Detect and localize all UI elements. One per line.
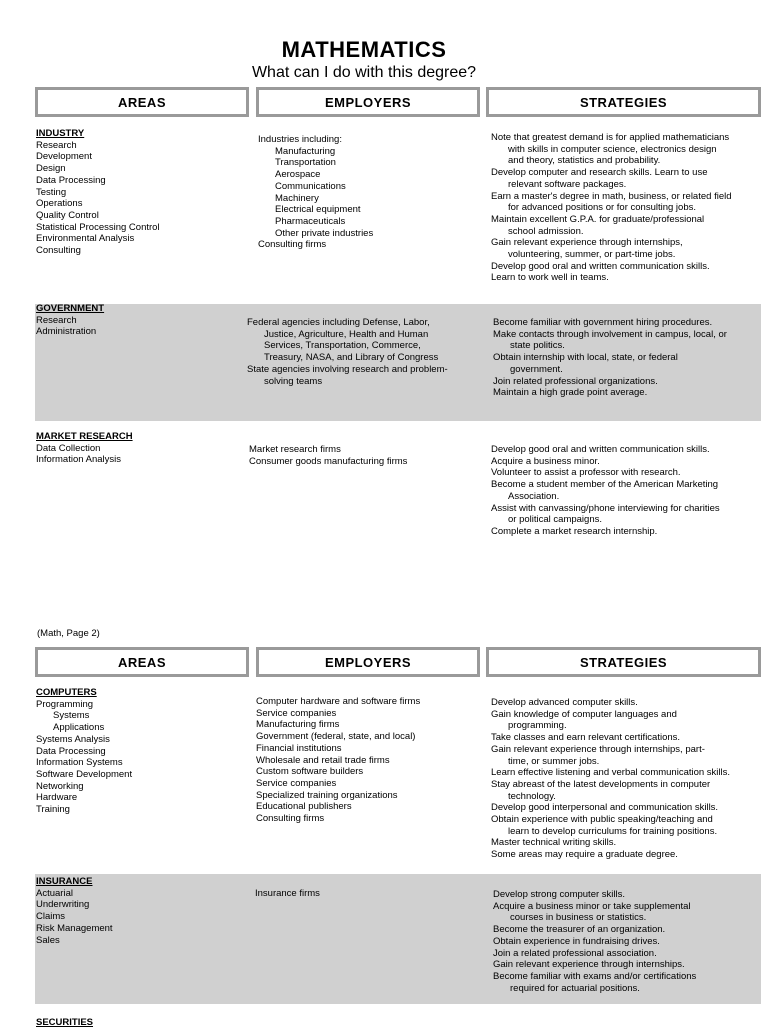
strategy-item: Master technical writing skills.: [491, 837, 617, 849]
strategy-item: Make contacts through involvement in campus, local, or: [493, 328, 727, 340]
area-item: Systems: [53, 710, 90, 722]
employer-item: Consulting firms: [258, 239, 327, 251]
employer-item: Justice, Agriculture, Health and Human: [264, 328, 429, 340]
computers-strategies: [491, 697, 730, 861]
strategy-item: state politics.: [510, 340, 565, 352]
header-employers-2: EMPLOYERS: [256, 647, 480, 677]
area-item: Design: [36, 163, 66, 175]
employer-item: Manufacturing: [275, 145, 336, 157]
strategy-item: Gain relevant experience through internships.: [493, 959, 685, 971]
area-item: Information Analysis: [36, 454, 122, 466]
section-title: SECURITIES: [36, 1017, 94, 1028]
section-title: GOVERNMENT: [36, 303, 105, 314]
strategy-item: Earn a master's degree in math, business, or related field: [491, 190, 732, 202]
employer-item: Other private industries: [275, 227, 374, 239]
employer-item: Communications: [275, 180, 346, 192]
employer-item: Custom software builders: [256, 766, 364, 778]
market-research-strategies: [491, 444, 720, 538]
section-title: INSURANCE: [36, 876, 93, 887]
computers-areas: [36, 687, 132, 816]
strategy-item: Gain relevant experience through internships,: [491, 237, 683, 249]
header-strategies-2: STRATEGIES: [486, 647, 761, 677]
strategy-item: learn to develop curriculums for training positions.: [508, 825, 718, 837]
employer-item: Educational publishers: [256, 801, 352, 813]
strategy-item: or political campaigns.: [508, 514, 602, 526]
strategy-item: Develop computer and research skills. Learn to use: [491, 167, 708, 179]
strategy-item: courses in business or statistics.: [510, 912, 647, 924]
strategy-item: Obtain experience in fundraising drives.: [493, 935, 660, 947]
area-item: Testing: [36, 186, 67, 198]
strategy-item: Maintain a high grade point average.: [493, 387, 648, 399]
employer-item: Service companies: [256, 707, 337, 719]
employer-item: Machinery: [275, 192, 319, 204]
strategy-item: relevant software packages.: [508, 178, 627, 190]
strategy-item: Become a student member of the American Marketing: [491, 479, 719, 491]
employer-item: Insurance firms: [255, 888, 320, 899]
industry-strategies: [491, 132, 732, 284]
employer-item: Specialized training organizations: [256, 789, 398, 801]
area-item: Administration: [36, 326, 97, 338]
area-item: Research: [36, 314, 77, 326]
government-strategies: [493, 317, 727, 399]
strategy-item: Acquire a business minor.: [491, 455, 600, 467]
market-research-areas: [36, 431, 133, 466]
strategy-item: technology.: [508, 790, 556, 802]
area-item: Consulting: [36, 245, 81, 257]
industry-areas: [36, 128, 160, 257]
government-employers: [247, 317, 448, 387]
page-note: (Math, Page 2): [37, 628, 100, 639]
employer-item: Market research firms: [249, 444, 341, 455]
strategy-item: Join a related professional association.: [493, 947, 657, 959]
strategy-item: Some areas may require a graduate degree.: [491, 849, 678, 861]
industry-employers: [258, 134, 373, 251]
strategy-item: volunteering, summer, or part-time jobs.: [508, 249, 676, 261]
strategy-item: school admission.: [508, 225, 584, 237]
strategy-item: Note that greatest demand is for applied mathematicians: [491, 132, 730, 143]
area-item: Information Systems: [36, 757, 123, 769]
area-item: Data Collection: [36, 442, 101, 454]
strategy-item: for advanced positions or for consulting jobs.: [508, 202, 696, 214]
area-item: Networking: [36, 780, 84, 792]
insurance-employers: [255, 888, 320, 900]
strategy-item: Develop good oral and written communication skills.: [491, 260, 710, 272]
strategy-item: Stay abreast of the latest developments in computer: [491, 778, 711, 790]
employer-item: Government (federal, state, and local): [256, 731, 416, 743]
area-item: Statistical Processing Control: [36, 221, 160, 233]
employer-item: Computer hardware and software firms: [256, 696, 421, 707]
strategy-item: Develop good oral and written communication skills.: [491, 444, 710, 455]
strategy-item: Become familiar with exams and/or certifications: [493, 970, 697, 982]
employer-item: Wholesale and retail trade firms: [256, 754, 390, 766]
area-item: Development: [36, 151, 92, 163]
insurance-areas: [36, 876, 113, 946]
strategy-item: time, or summer jobs.: [508, 755, 600, 767]
area-item: Software Development: [36, 768, 133, 780]
strategy-item: Volunteer to assist a professor with research.: [491, 467, 681, 479]
strategy-item: with skills in computer science, electronics design: [508, 143, 717, 155]
strategy-item: Acquire a business minor or take supplemental: [493, 900, 691, 912]
area-item: Underwriting: [36, 899, 90, 911]
employer-item: Federal agencies including Defense, Labor,: [247, 317, 430, 328]
area-item: Data Processing: [36, 174, 106, 186]
section-title: INDUSTRY: [36, 128, 85, 139]
area-item: Systems Analysis: [36, 733, 110, 745]
area-item: Claims: [36, 911, 66, 923]
area-item: Risk Management: [36, 922, 113, 934]
area-item: Actuarial: [36, 887, 73, 899]
employer-item: Consumer goods manufacturing firms: [249, 455, 408, 467]
employer-item: State agencies involving research and problem-: [247, 363, 448, 375]
market-research-employers: [249, 444, 407, 467]
strategy-item: and theory, statistics and probability.: [508, 155, 661, 167]
employer-item: solving teams: [264, 375, 323, 387]
strategy-item: Take classes and earn relevant certifications.: [491, 732, 681, 744]
strategy-item: Gain knowledge of computer languages and: [491, 708, 677, 720]
area-item: Data Processing: [36, 745, 106, 757]
government-areas: [36, 303, 104, 338]
employer-item: Treasury, NASA, and Library of Congress: [264, 352, 439, 364]
insurance-strategies: [493, 889, 696, 994]
section-title: COMPUTERS: [36, 687, 97, 698]
area-item: Training: [36, 804, 70, 816]
strategy-item: Complete a market research internship.: [491, 525, 658, 537]
employer-item: Services, Transportation, Commerce,: [264, 340, 421, 352]
header-areas-2: AREAS: [35, 647, 249, 677]
area-item: Hardware: [36, 792, 78, 804]
strategy-item: Learn effective listening and verbal communication skills.: [491, 767, 731, 779]
area-item: Quality Control: [36, 209, 99, 221]
area-item: Sales: [36, 934, 60, 946]
page-title: MATHEMATICS: [281, 37, 447, 62]
strategy-item: Association.: [508, 490, 560, 502]
computers-employers: [256, 696, 420, 825]
strategy-item: government.: [510, 363, 563, 375]
securities-areas: [36, 1017, 93, 1029]
section-title: MARKET RESEARCH: [36, 431, 133, 442]
strategy-item: Join related professional organizations.: [493, 375, 658, 387]
employer-item: Service companies: [256, 777, 337, 789]
strategy-item: required for actuarial positions.: [510, 982, 640, 994]
strategy-item: Develop good interpersonal and communication skills.: [491, 802, 719, 814]
strategy-item: Obtain internship with local, state, or federal: [493, 352, 678, 364]
employer-item: Electrical equipment: [275, 204, 361, 216]
area-item: Programming: [36, 698, 94, 710]
employer-item: Manufacturing firms: [256, 719, 340, 731]
strategy-item: Learn to work well in teams.: [491, 272, 609, 284]
strategy-item: Become the treasurer of an organization.: [493, 924, 666, 936]
area-item: Applications: [53, 722, 105, 734]
employer-item: Industries including:: [258, 134, 342, 145]
area-item: Operations: [36, 198, 83, 210]
employer-item: Consulting firms: [256, 813, 325, 825]
page-subtitle: What can I do with this degree?: [251, 64, 477, 81]
strategy-item: Gain relevant experience through internships, part-: [491, 743, 705, 755]
header-strategies: STRATEGIES: [486, 87, 761, 117]
header-employers: EMPLOYERS: [256, 87, 480, 117]
strategy-item: programming.: [508, 720, 567, 732]
strategy-item: Maintain excellent G.P.A. for graduate/professional: [491, 213, 705, 225]
employer-item: Transportation: [275, 157, 336, 169]
employer-item: Financial institutions: [256, 742, 342, 754]
strategy-item: Become familiar with government hiring procedures.: [493, 317, 713, 328]
strategy-item: Develop advanced computer skills.: [491, 697, 638, 708]
area-item: Research: [36, 139, 77, 151]
strategy-item: Assist with canvassing/phone interviewing for charities: [491, 502, 720, 514]
employer-item: Aerospace: [275, 169, 321, 181]
header-areas: AREAS: [35, 87, 249, 117]
area-item: Environmental Analysis: [36, 233, 135, 245]
employer-item: Pharmaceuticals: [275, 215, 346, 227]
strategy-item: Develop strong computer skills.: [493, 889, 625, 900]
strategy-item: Obtain experience with public speaking/teaching and: [491, 814, 713, 826]
